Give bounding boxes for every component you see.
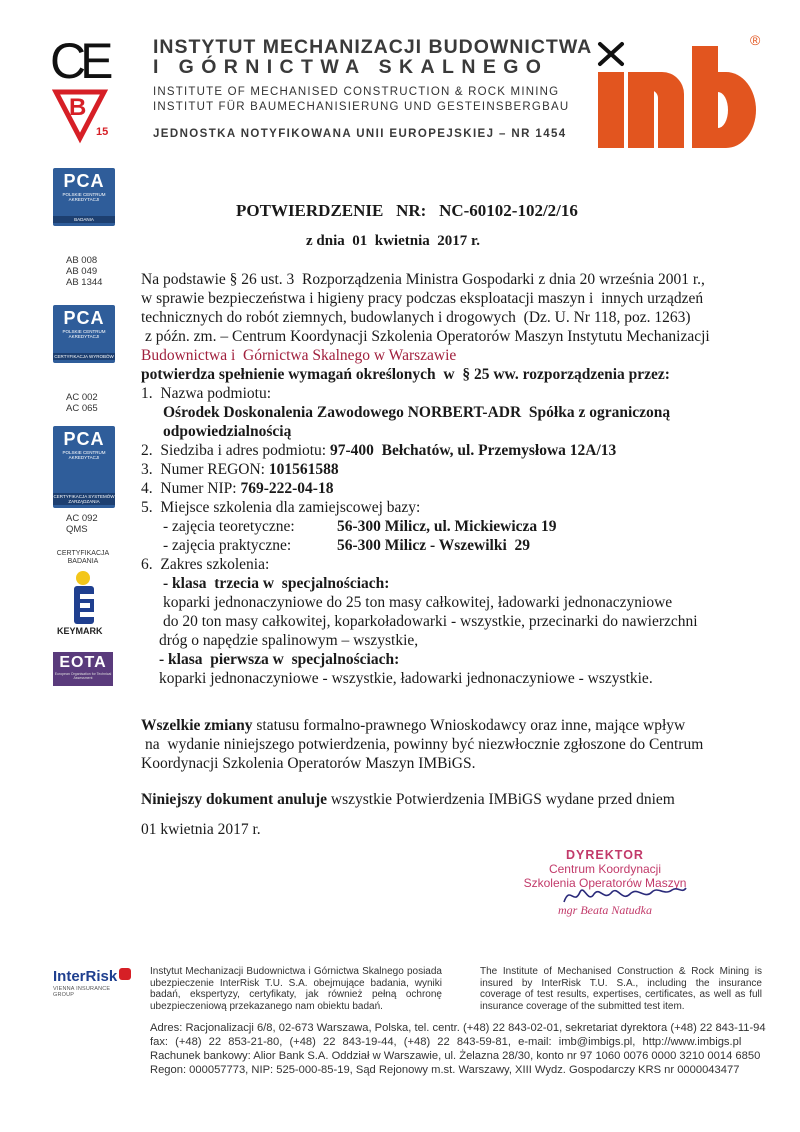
item-1-value: Ośrodek Doskonalenia Zawodowego NORBERT-ADR Spółka z ograniczoną [163,404,671,421]
eota-title: EOTA [59,654,107,671]
changes-paragraph [141,716,781,773]
item-4 [141,479,761,498]
address-line: fax: (+48) 22 853-21-80, (+48) 22 843-19-44, (+48) 22 843-59-81, e-mail: imb@imbigs.pl, http://www.imbigs.pl [150,1036,742,1048]
confirm-line: potwierdza spełnienie wymagań określonych w § 25 ww. rozporządzenia przez: [141,366,670,383]
class-one-line: koparki jednonaczyniowe - wszystkie, ładowarki jednonaczyniowe - wszystkie. [159,670,653,687]
item-5a-value: 56-300 Milicz, ul. Mickiewicza 19 [337,518,557,535]
keymark-caption: CERTYFIKACJA BADANIA [56,550,110,565]
institute-name-line2: I GÓRNICTWA SKALNEGO [153,56,549,78]
class-three-line: dróg o napędzie spalinowym – wszystkie, [159,632,419,649]
item-2-value: 97-400 Bełchatów, ul. Przemysłowa 12A/13 [329,442,617,459]
item-5b [141,536,761,555]
accreditation-code: AB 008 [66,255,98,266]
pca-title: PCA [63,308,105,328]
changes-bold: Wszelkie zmiany [141,717,253,734]
interrisk-name: InterRisk [53,968,118,985]
pca-subtitle: POLSKIE CENTRUM AKREDYTACJI [62,329,106,339]
changes-line: na wydanie niniejszego potwierdzenia, powinny być niezwłocznie zgłoszone do Centrum [145,736,704,753]
changes-text: statusu formalno-prawnego Wnioskodawcy oraz inne, mające wpływ [252,717,686,734]
intro-line: w sprawie bezpieczeństwa i higieny pracy podczas eksploatacji maszyn i innych urządzeń [141,290,704,307]
insurance-note-pl: Instytut Mechanizacji Budownictwa i Górnictwa Skalnego posiada ubezpieczenie InterRisk T.U. S.A. obejmujące badania, wyniki badań, ekspertyzy, certyfikaty, jak również pełną ochronę ubezpieczeniową przekazanego nam obiektu badań. [150,966,442,1012]
insurance-note-en: The Institute of Mechanised Construction & Rock Mining is insured by InterRisk T.U. S.A., including the insurance coverage of test results, expertises, certificates, as well as full insurance coverage of the submitted test item. [480,966,762,1012]
pca-caption: CERTYFIKACJA WYROBÓW [54,354,114,359]
accreditation-code: QMS [66,524,88,535]
item-2-label: 2. Siedziba i adres podmiotu: [141,442,330,459]
item-5a-label: - zajęcia teoretyczne: [163,518,295,535]
stamp-line: Szkolenia Operatorów Maszyn [523,876,687,890]
signatory-name: mgr Beata Natudka [558,903,652,917]
class-three-line: do 20 ton masy całkowitej, koparkoładowarki - wszystkie, przecinarki do nawierzchni [163,613,698,630]
eota-badge [53,652,113,686]
document-title: POTWIERDZENIE NR: NC-60102-102/2/16 [236,201,578,220]
cancel-date: 01 kwietnia 2017 r. [141,821,261,838]
document-date: z dnia 01 kwietnia 2017 r. [306,233,481,249]
institute-name-german: INSTITUT FÜR BAUMECHANISIERUNG UND GESTEINSBERGBAU [153,101,570,113]
pca-badge-systems [53,426,115,508]
accreditation-code: AC 002 [66,392,98,403]
item-5-label: 5. Miejsce szkolenia dla zamiejscowej bazy: [141,499,421,516]
pca-codes-2 [66,392,98,414]
cancel-line [141,790,781,809]
item-5a [141,517,761,536]
pca-badge-products [53,305,115,363]
address-line: Regon: 000057773, NIP: 525-000-85-19, Sąd Rejonowy m.st. Warszawy, XIII Wydz. Gospodarczy KRS nr 0000043477 [150,1064,740,1076]
item-list [141,384,761,688]
registered-mark: ® [750,32,761,48]
institute-name-english: INSTITUTE OF MECHANISED CONSTRUCTION & ROCK MINING [153,86,560,98]
item-1-label: 1. Nazwa podmiotu: [141,385,272,402]
intro-line: z późn. zm. – Centrum Koordynacji Szkolenia Operatorów Maszyn Instytutu Mechanizacji [145,328,710,345]
accreditation-code: AB 1344 [66,277,103,288]
intro-line: Budownictwa i Górnictwa Skalnego w Warszawie [141,347,457,364]
b-mark-number: 15 [96,126,109,138]
intro-line: technicznych do robót ziemnych, budowlanych i drogowych (Dz. U. Nr 118, poz. 1263) [141,309,691,326]
accreditation-code: AC 092 [66,513,98,524]
pca-codes-3 [66,513,98,535]
keymark-label: KEYMARK [57,626,103,636]
b-mark-letter: B [69,94,87,121]
b-certification-mark [52,88,112,144]
class-one-label: - klasa pierwsza w specjalnościach: [159,651,400,668]
item-1-value: odpowiedzialnością [163,423,292,440]
item-4-label: 4. Numer NIP: [141,480,241,497]
item-2 [141,441,761,460]
pca-badge-testing [53,168,115,226]
ce-mark: CE [50,33,108,89]
pca-caption: CERTYFIKACJA SYSTEMÓW ZARZĄDZANIA [53,494,115,504]
accreditation-code: AB 049 [66,266,98,277]
cancel-bold: Niniejszy dokument anuluje [141,791,328,808]
item-3-value: 101561588 [268,461,339,478]
item-5b-value: 56-300 Milicz - Wszewilki 29 [337,537,531,554]
pca-codes-1 [66,255,102,288]
institute-name-line1: INSTYTUT MECHANIZACJI BUDOWNICTWA [153,36,593,58]
item-3-label: 3. Numer REGON: [141,461,269,478]
pca-subtitle: POLSKIE CENTRUM AKREDYTACJI [62,450,106,460]
item-5b-label: - zajęcia praktyczne: [163,537,292,554]
interrisk-logo [53,968,133,998]
imb-logo [592,32,770,150]
address-line: Adres: Racjonalizacji 6/8, 02-673 Warszawa, Polska, tel. centr. (+48) 22 843-02-01, sekretariat dyrektora (+48) 22 843-11-94 [150,1022,766,1034]
pca-title: PCA [63,429,105,449]
item-4-value: 769-222-04-18 [240,480,334,497]
cancel-text: wszystkie Potwierdzenia IMBiGS wydane przed dniem [327,791,675,808]
pca-title: PCA [63,171,105,191]
class-three-label: - klasa trzecia w specjalnościach: [163,575,390,592]
interrisk-subtitle: VIENNA INSURANCE GROUP [53,986,111,998]
item-6-label: 6. Zakres szkolenia: [141,556,270,573]
stamp-line: Centrum Koordynacji [548,862,662,876]
interrisk-icon [119,968,131,980]
changes-line [141,716,781,735]
eota-subtitle: European Organisation for Technical Assessment [54,672,112,680]
notified-body: JEDNOSTKA NOTYFIKOWANA UNII EUROPEJSKIEJ – NR 1454 [153,128,567,140]
address-line: Rachunek bankowy: Alior Bank S.A. Oddział w Warszawie, ul. Żelazna 28/30, konto nr 97 1060 0076 0000 3210 0014 6850 [150,1050,761,1062]
intro-line: Na podstawie § 26 ust. 3 Rozporządzenia Ministra Gospodarki z dnia 20 września 2001 r., [141,271,705,288]
accreditation-code: AC 065 [66,403,98,414]
intro-paragraph [141,270,761,384]
footer-address [150,1021,765,1077]
changes-line: Koordynacji Szkolenia Operatorów Maszyn IMBiGS. [141,755,476,772]
pca-subtitle: POLSKIE CENTRUM AKREDYTACJI [62,192,106,202]
item-3 [141,460,761,479]
pca-caption: BADANIA [53,216,115,223]
keymark-icon [66,570,100,626]
class-three-line: koparki jednonaczyniowe do 25 ton masy całkowitej, ładowarki jednonaczyniowe [163,594,673,611]
cancel-paragraph [141,790,781,839]
stamp-title: DYREKTOR [566,848,644,862]
